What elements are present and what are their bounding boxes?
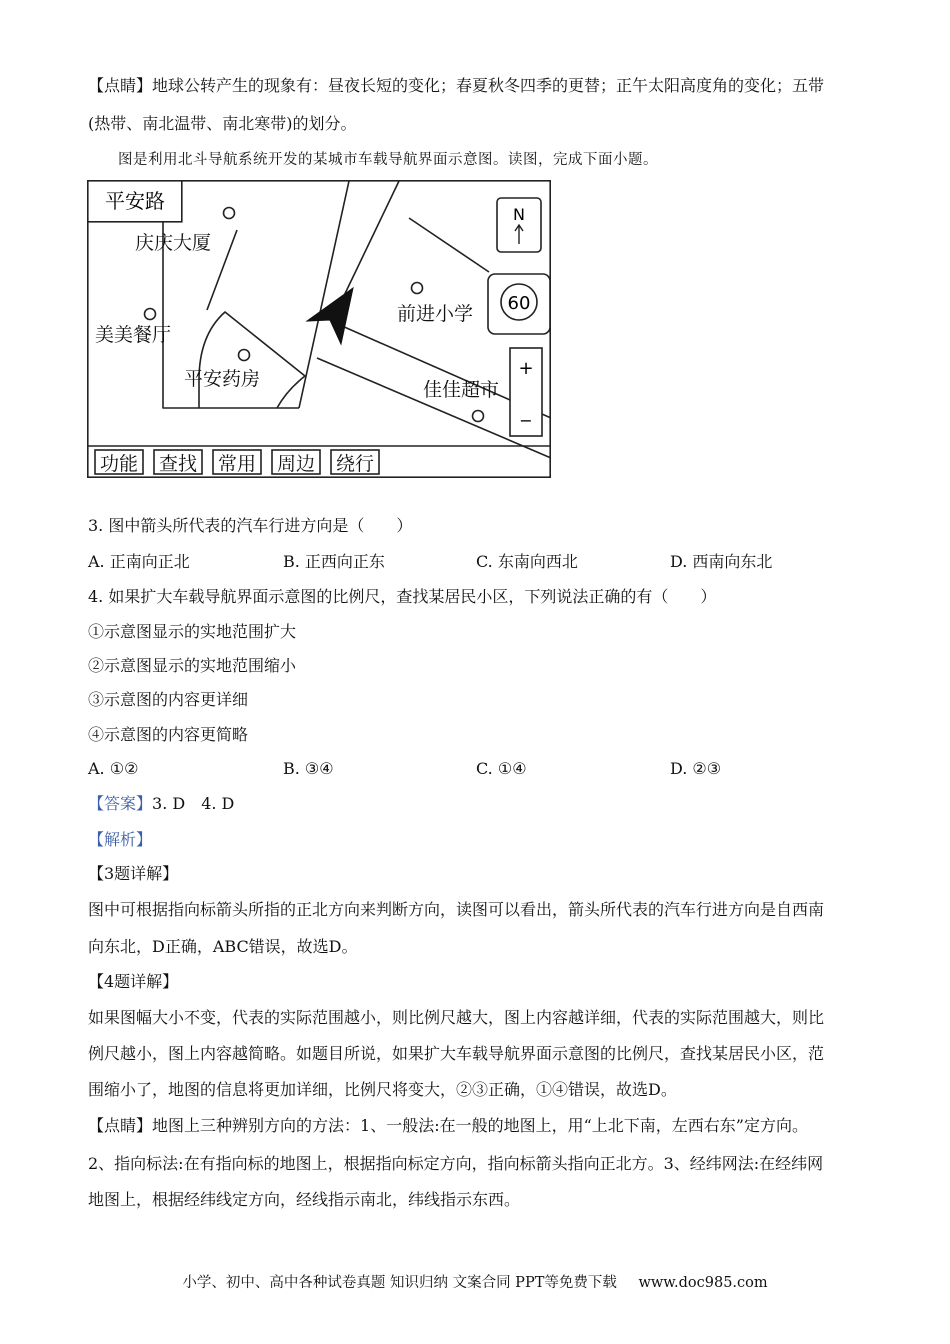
road-label: 平安路 bbox=[105, 189, 165, 213]
marker-meimei-restaurant bbox=[145, 309, 156, 320]
intro-text: 图是利用北斗导航系统开发的某城市车载导航界面示意图。读图，完成下面小题。 bbox=[118, 152, 658, 168]
zoom-in-button[interactable]: + bbox=[518, 358, 534, 379]
q4-option-b: B. ③④ bbox=[283, 759, 334, 778]
q3-detail-tag: 【3题详解】 bbox=[88, 864, 179, 883]
map-button-label: 常用 bbox=[217, 453, 257, 475]
q4-item-2: ②示意图显示的实地范围缩小 bbox=[88, 656, 297, 675]
top-note-line1 bbox=[88, 76, 824, 96]
q4-option-a: A. ①② bbox=[88, 759, 139, 778]
navigation-map bbox=[87, 180, 551, 478]
q4-option-c: C. ①④ bbox=[476, 759, 527, 778]
q4-option-d: D. ②③ bbox=[670, 759, 722, 778]
q3-detail-line1: 图中可根据指向标箭头所指的正北方向来判断方向，读图可以看出，箭头所代表的汽车行进方向是自西南 bbox=[88, 900, 825, 919]
bottom-note-tag: 【点睛】 bbox=[88, 1116, 153, 1135]
marker-pingan-pharmacy bbox=[239, 350, 250, 361]
marker-jiajia-supermarket bbox=[473, 411, 484, 422]
q4-stem: 4. 如果扩大车载导航界面示意图的比例尺，查找某居民小区，下列说法正确的有（ ） bbox=[88, 587, 717, 606]
compass-letter: N bbox=[513, 205, 525, 224]
map-button-label: 功能 bbox=[99, 453, 139, 475]
place-label: 美美餐厅 bbox=[95, 324, 172, 346]
bottom-note-text: 地图上三种辨别方向的方法：1、一般法:在一般的地图上，用“上北下南，左西右东”定方向。 bbox=[152, 1116, 808, 1135]
map-button-label: 绕行 bbox=[335, 453, 375, 475]
speed-limit-value: 60 bbox=[507, 293, 531, 314]
bottom-note-line3: 地图上，根据经纬线定方向，经线指示南北，纬线指示东西。 bbox=[88, 1190, 521, 1209]
q3-option-a: A. 正南向正北 bbox=[88, 552, 190, 571]
q4-item-1: ①示意图显示的实地范围扩大 bbox=[88, 622, 297, 641]
q4-detail-line3: 围缩小了，地图的信息将更加详细，比例尺将变大，②③正确，①④错误，故选D。 bbox=[88, 1080, 677, 1099]
q3-option-c: C. 东南向西北 bbox=[476, 552, 578, 571]
analysis-tag: 【解析】 bbox=[88, 830, 153, 849]
footer-link[interactable]: www.doc985.com bbox=[638, 1275, 768, 1291]
marker-qianjin-school bbox=[412, 283, 423, 294]
place-label: 平安药房 bbox=[184, 368, 261, 390]
answer-tag: 【答案】 bbox=[88, 794, 153, 813]
place-label: 佳佳超市 bbox=[423, 379, 500, 401]
bottom-note-line2: 2、指向标法:在有指向标的地图上，根据指向标定方向，指向标箭头指向正北方。3、经纬网法:在经纬网 bbox=[88, 1154, 824, 1173]
q4-item-3: ③示意图的内容更详细 bbox=[88, 690, 249, 709]
page-footer bbox=[0, 1271, 950, 1292]
answer-line bbox=[88, 794, 234, 814]
top-note-text: 地球公转产生的现象有：昼夜长短的变化；春夏秋冬四季的更替；正午太阳高度角的变化；五带 bbox=[152, 76, 825, 95]
q4-detail-line2: 例尺越小，图上内容越简略。如题目所说，如果扩大车载导航界面示意图的比例尺，查找某居民小区，范 bbox=[88, 1044, 825, 1063]
place-label: 庆庆大厦 bbox=[135, 232, 212, 254]
q3-stem: 3. 图中箭头所代表的汽车行进方向是（ ） bbox=[88, 516, 413, 535]
footer-text: 小学、初中、高中各种试卷真题 知识归纳 文案合同 PPT等免费下载 bbox=[182, 1275, 617, 1291]
q3-detail-line2: 向东北，D正确，ABC错误，故选D。 bbox=[88, 937, 358, 956]
marker-qingqing-building bbox=[224, 208, 235, 219]
zoom-out-button[interactable]: − bbox=[519, 411, 533, 430]
map-button-label: 周边 bbox=[276, 453, 316, 475]
top-note-tag: 【点睛】 bbox=[88, 76, 153, 95]
bottom-note-line1 bbox=[88, 1116, 808, 1136]
map-button-label: 查找 bbox=[158, 453, 198, 475]
answer-text: 3. D 4. D bbox=[152, 794, 235, 813]
q3-option-b: B. 正西向正东 bbox=[283, 552, 385, 571]
place-label: 前进小学 bbox=[397, 303, 474, 325]
q4-item-4: ④示意图的内容更简略 bbox=[88, 725, 249, 744]
top-note-line2: (热带、南北温带、南北寒带)的划分。 bbox=[88, 114, 357, 133]
q4-detail-tag: 【4题详解】 bbox=[88, 972, 179, 991]
q4-detail-line1: 如果图幅大小不变，代表的实际范围越小，则比例尺越大，图上内容越详细，代表的实际范围越大，则比 bbox=[88, 1008, 825, 1027]
q3-option-d: D. 西南向东北 bbox=[670, 552, 773, 571]
